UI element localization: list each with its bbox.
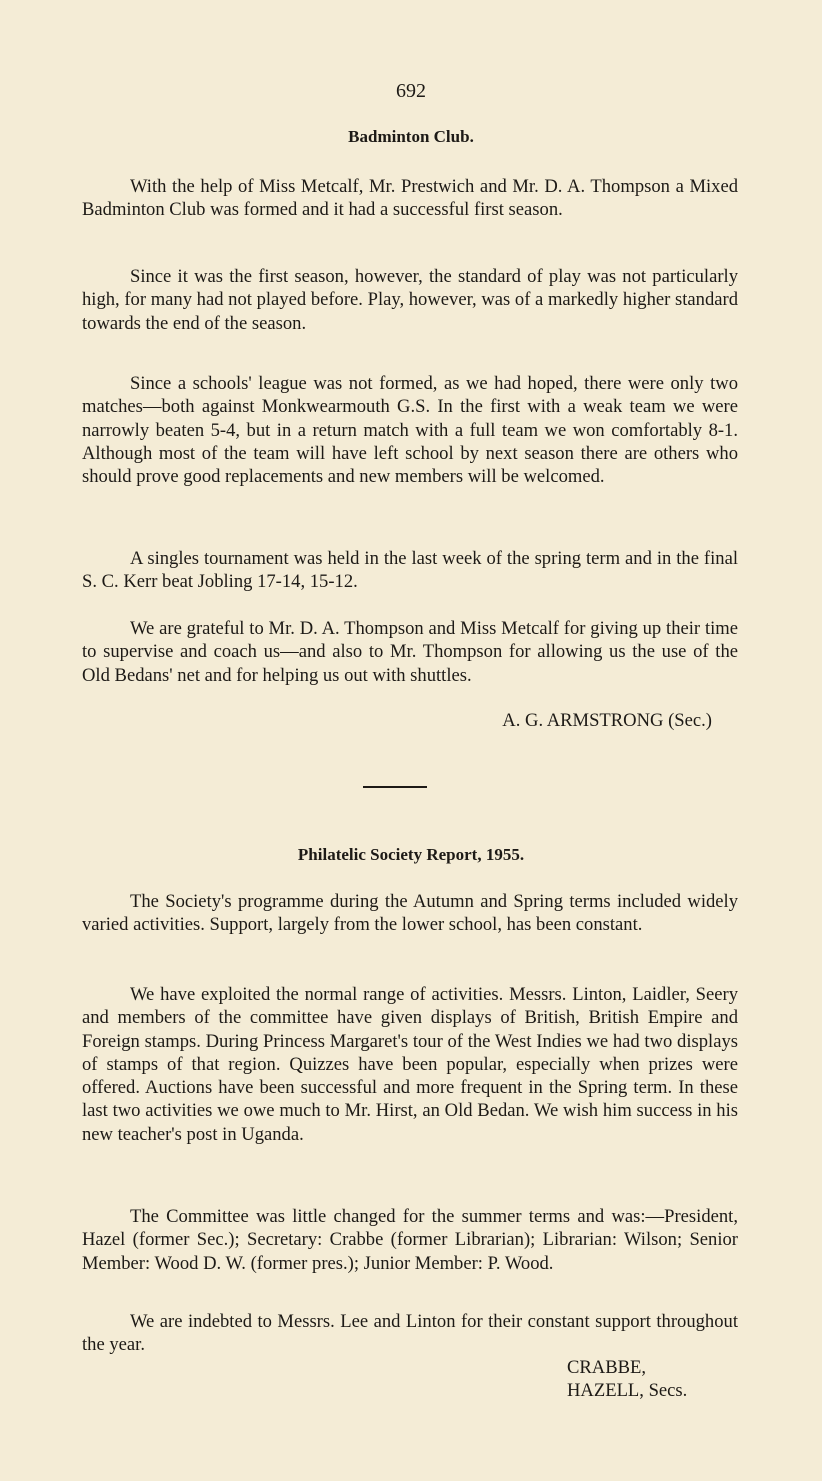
badminton-para-4 xyxy=(82,547,738,594)
badminton-para-1 xyxy=(82,175,738,222)
paragraph: A singles tournament was held in the last week of the spring term and in the final S. C. Kerr beat Jobling 17-14, 15-12. xyxy=(82,548,738,593)
signature-line-2: HAZELL, Secs. xyxy=(567,1380,688,1402)
philatelic-para-2 xyxy=(82,983,738,1146)
paragraph: Since a schools' league was not formed, as we had hoped, there were only two matches—both against Monkwearmouth G.S. In the first with a weak team we were narrowly beaten 5-4, but in a return match with a full team we won comfortably 8-1. Although most of the team will have left school by next season there are others who should prove good replacements and new members will be welcomed. xyxy=(82,373,738,488)
page-number: 692 xyxy=(396,80,426,102)
paragraph: We are grateful to Mr. D. A. Thompson and Miss Metcalf for giving up their time to supervise and coach us—and also to Mr. Thompson for allowing us the use of the Old Bedans' net and for helping us out with shuttles. xyxy=(82,618,738,686)
badminton-para-3 xyxy=(82,372,738,488)
paragraph: The Society's programme during the Autumn and Spring terms included widely varied activities. Support, largely from the lower school, has been constant. xyxy=(82,891,738,936)
paragraph: We have exploited the normal range of activities. Messrs. Linton, Laidler, Seery and members of the committee have given displays of British, British Empire and Foreign stamps. During Princess Margaret's tour of the West Indies we had two displays of stamps of that region. Quizzes have been popular, especially when prizes were offered. Auctions have been successful and more frequent in the Spring term. In these last two activities we owe much to Mr. Hirst, an Old Bedan. We wish him success in his new teacher's post in Uganda. xyxy=(82,984,738,1145)
philatelic-para-1 xyxy=(82,890,738,937)
badminton-heading: Badminton Club. xyxy=(348,127,474,146)
badminton-para-2 xyxy=(82,265,738,335)
section-divider xyxy=(363,786,427,788)
philatelic-para-4 xyxy=(82,1310,738,1357)
badminton-para-5 xyxy=(82,617,738,687)
badminton-signature-block xyxy=(82,709,738,732)
philatelic-signature-block xyxy=(567,1356,687,1403)
badminton-signature: A. G. ARMSTRONG (Sec.) xyxy=(502,710,712,731)
philatelic-para-3 xyxy=(82,1205,738,1275)
signature-line-1: CRABBE, xyxy=(567,1357,647,1378)
paragraph: With the help of Miss Metcalf, Mr. Prestwich and Mr. D. A. Thompson a Mixed Badminton Club was formed and it had a successful first season. xyxy=(82,176,738,221)
paragraph: We are indebted to Messrs. Lee and Linton for their constant support throughout the year. xyxy=(82,1311,738,1356)
philatelic-heading: Philatelic Society Report, 1955. xyxy=(297,845,525,864)
paragraph: Since it was the first season, however, the standard of play was not particularly high, for many had not played before. Play, however, was of a markedly higher standard towards the end of the season. xyxy=(82,266,738,334)
paragraph: The Committee was little changed for the summer terms and was:—President, Hazel (former Sec.); Secretary: Crabbe (former Librarian); Librarian: Wilson; Senior Member: Wood D. W. (former pres.); Junior Member: P. Wood. xyxy=(82,1206,738,1274)
